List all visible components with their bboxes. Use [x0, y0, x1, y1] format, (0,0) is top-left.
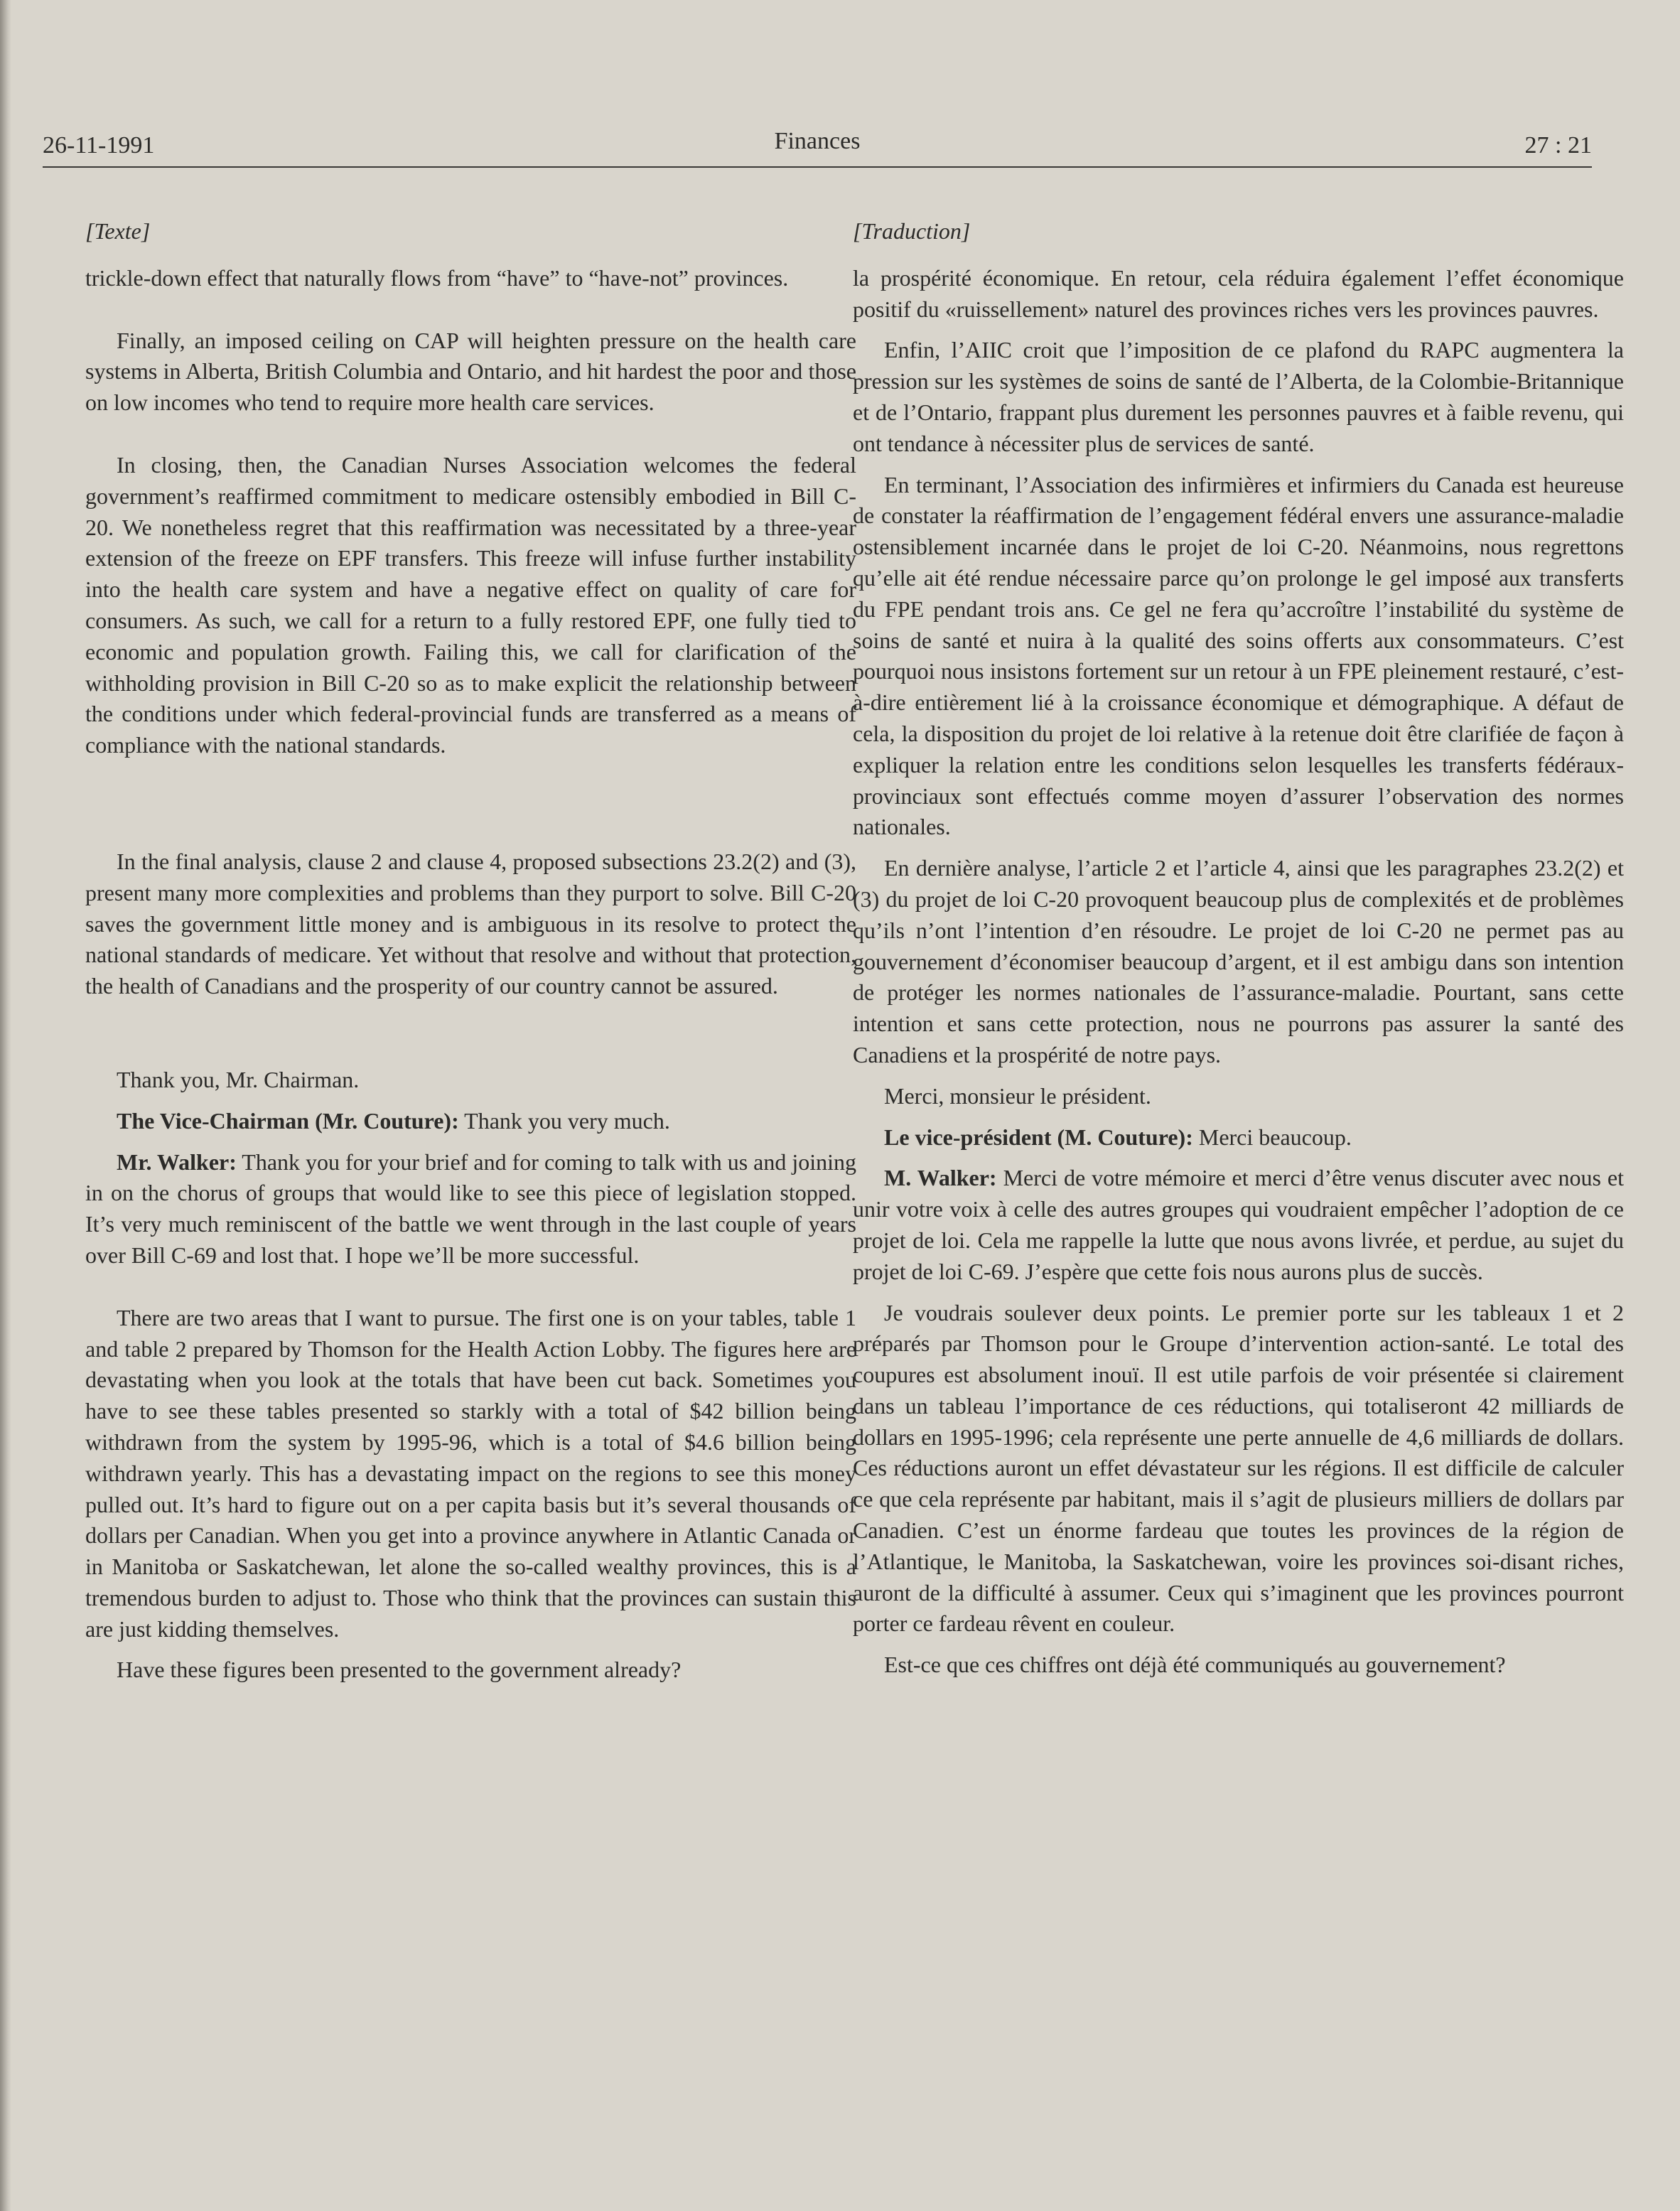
speaker-name: Le vice-président (M. Couture):	[884, 1124, 1193, 1150]
french-column	[853, 216, 1624, 1681]
column-label-texte: [Texte]	[85, 218, 151, 244]
en-thanks: Thank you, Mr. Chairman.	[117, 1066, 360, 1092]
column-label-traduction: [Traduction]	[853, 218, 971, 244]
fr-question: Est-ce que ces chiffres ont déjà été communiqués au gouvernement?	[884, 1652, 1506, 1678]
running-header	[43, 127, 1592, 166]
en-question: Have these figures been presented to the government already?	[117, 1657, 682, 1683]
en-paragraph-2: Finally, an imposed ceiling on CAP will heighten pressure on the health care systems in Alberta, British Columbia and Ontario, and hit hardest the poor and those on low incomes who tend to require more health care services.	[85, 327, 856, 416]
fr-walker-remark: M. Walker: Merci de votre mémoire et merci d’être venus discuter avec nous et unir votre voix à celle des autres groupes qui voudraient empêcher l’adoption de ce projet de loi. Cela me rappelle la lutte que nous avons livrée, et perdue, au sujet du projet de loi C-69. J’espère que cette fois nous aurons plus de succès.	[853, 1165, 1625, 1284]
fr-vice-chairman-remark: Le vice-président (M. Couture): Merci beaucoup.	[884, 1124, 1352, 1150]
fr-thanks: Merci, monsieur le président.	[884, 1082, 1151, 1109]
en-paragraph-figures: There are two areas that I want to pursue. The first one is on your tables, table 1 and table 2 prepared by Thomson for the Health Action Lobby. The figures here are devastating when you look at the totals that have been cut back. Sometimes you have to see these tables presented so starkly with a total of $42 billion being withdrawn from the system by 1995-96, which is a total of $4.6 billion being withdrawn yearly. This has a devastating impact on the regions to see this money pulled out. It’s hard to figure out on a per capita basis but it’s several thousands of dollars per Canadian. When you get into a province anywhere in Atlantic Canada or in Manitoba or Saskatchewan, let alone the so-called wealthy provinces, this is a tremendous burden to adjust to. Those who think that the provinces can sustain this are just kidding themselves.	[85, 1304, 856, 1642]
speaker-name: Mr. Walker:	[117, 1148, 237, 1175]
english-column	[85, 216, 856, 1686]
header-title: Finances	[774, 128, 861, 154]
en-paragraph-4: In the final analysis, clause 2 and clause 4, proposed subsections 23.2(2) and (3), present many more complexities and problems than they purport to solve. Bill C-20 saves the government little money and is ambiguous in its resolve to protect the national standards of medicare. Yet without that resolve and without that protection, the health of Canadians and the prosperity of our country cannot be assured.	[85, 848, 856, 999]
binding-gutter	[0, 0, 11, 2211]
speaker-name: The Vice-Chairman (Mr. Couture):	[117, 1107, 459, 1134]
speaker-name: M. Walker:	[884, 1165, 997, 1191]
fr-paragraph-3: En terminant, l’Association des infirmières et infirmiers du Canada est heureuse de constater la réaffirmation de l’engagement fédéral envers une assurance-maladie ostensiblement incarnée dans le projet de loi C-20. Néanmoins, nous regrettons qu’elle ait été rendue nécessaire parce qu’on prolonge le gel imposé aux transferts du FPE pendant trois ans. Ce gel ne fera qu’accroître l’instabilité du système de soins de santé et nuira à la qualité des soins offerts aux consommateurs. C’est pourquoi nous insistons fortement sur un retour à un FPE pleinement restauré, c’est-à-dire entièrement lié à la croissance économique et démographique. A défaut de cela, la disposition du projet de loi relative à la retenue doit être clarifiée de façon à expliquer la relation entre les conditions selon lesquelles les transferts fédéraux-provinciaux sont effectués comme moyen d’assurer l’observation des normes nationales.	[853, 471, 1624, 840]
fr-paragraph-2: Enfin, l’AIIC croit que l’imposition de ce plafond du RAPC augmentera la pression sur les systèmes de soins de santé de l’Alberta, de la Colombie-Britannique et de l’Ontario, frappant plus durement les personnes pauvres et à faible revenu, qui ont tendance à nécessiter plus de services de santé.	[853, 337, 1624, 456]
header-page-number: 27 : 21	[1524, 132, 1592, 158]
en-paragraph-3: In closing, then, the Canadian Nurses Association welcomes the federal government’s reaffirmed commitment to medicare ostensibly embodied in Bill C-20. We nonetheless regret that this reaffirmation was necessitated by a three-year extension of the freeze on EPF transfers. This freeze will infuse further instability into the health care system and have a negative effect on quality of care for consumers. As such, we call for a return to a fully restored EPF, one fully tied to economic and population growth. Failing this, we call for clarification of the withholding provision in Bill C-20 so as to make explicit the relationship between the conditions under which federal-provincial funds are transferred as a means of compliance with the national standards.	[85, 451, 856, 758]
en-paragraph-1: trickle-down effect that naturally flows from “have” to “have-not” provinces.	[85, 264, 789, 291]
en-walker-remark: Mr. Walker: Thank you for your brief and for coming to talk with us and joining in on the chorus of groups that would like to see this piece of legislation stopped. It’s very much reminiscent of the battle we went through in the last couple of years over Bill C-69 and lost that. I hope we’ll be more successful.	[85, 1148, 857, 1268]
fr-paragraph-4: En dernière analyse, l’article 2 et l’article 4, ainsi que les paragraphes 23.2(2) et (3) du projet de loi C-20 provoquent beaucoup plus de complexités et de problèmes qu’ils n’ont l’intention d’en résoudre. Le projet de loi C-20 ne permet pas au gouvernement d’économiser beaucoup d’argent, et il est ambigu dans son intention de protéger les normes nationales de l’assurance-maladie. Pourtant, sans cette intention et sans cette protection, nous ne pourrons pas assurer la santé des Canadiens et la prospérité de notre pays.	[853, 855, 1624, 1067]
en-vice-chairman-remark: The Vice-Chairman (Mr. Couture): Thank you very much.	[117, 1107, 670, 1134]
fr-paragraph-figures: Je voudrais soulever deux points. Le premier porte sur les tableaux 1 et 2 préparés par Thomson pour le Groupe d’intervention action-santé. Le total des coupures est absolument inouï. Il est utile parfois de voir présentée si clairement dans un tableau l’importance de ces réductions, qui totaliseront 42 milliards de dollars en 1995-1996; cela représente une perte annuelle de 4,6 milliards de dollars. Ces réductions auront un effet dévastateur sur les régions. Il est difficile de calculer ce que cela représente par habitant, mais il s’agit de plusieurs milliers de dollars par Canadien. C’est un énorme fardeau que toutes les provinces de la région de l’Atlantique, le Manitoba, la Saskatchewan, voire les provinces soi-disant riches, auront de la difficulté à assumer. Ceux qui s’imaginent que les provinces pourront porter ce fardeau rêvent en couleur.	[853, 1299, 1624, 1637]
header-rule	[43, 166, 1592, 168]
header-date: 26-11-1991	[43, 132, 155, 158]
fr-paragraph-1: la prospérité économique. En retour, cela réduira également l’effet économique positif du «ruissellement» naturel des provinces riches vers les provinces pauvres.	[853, 264, 1624, 322]
